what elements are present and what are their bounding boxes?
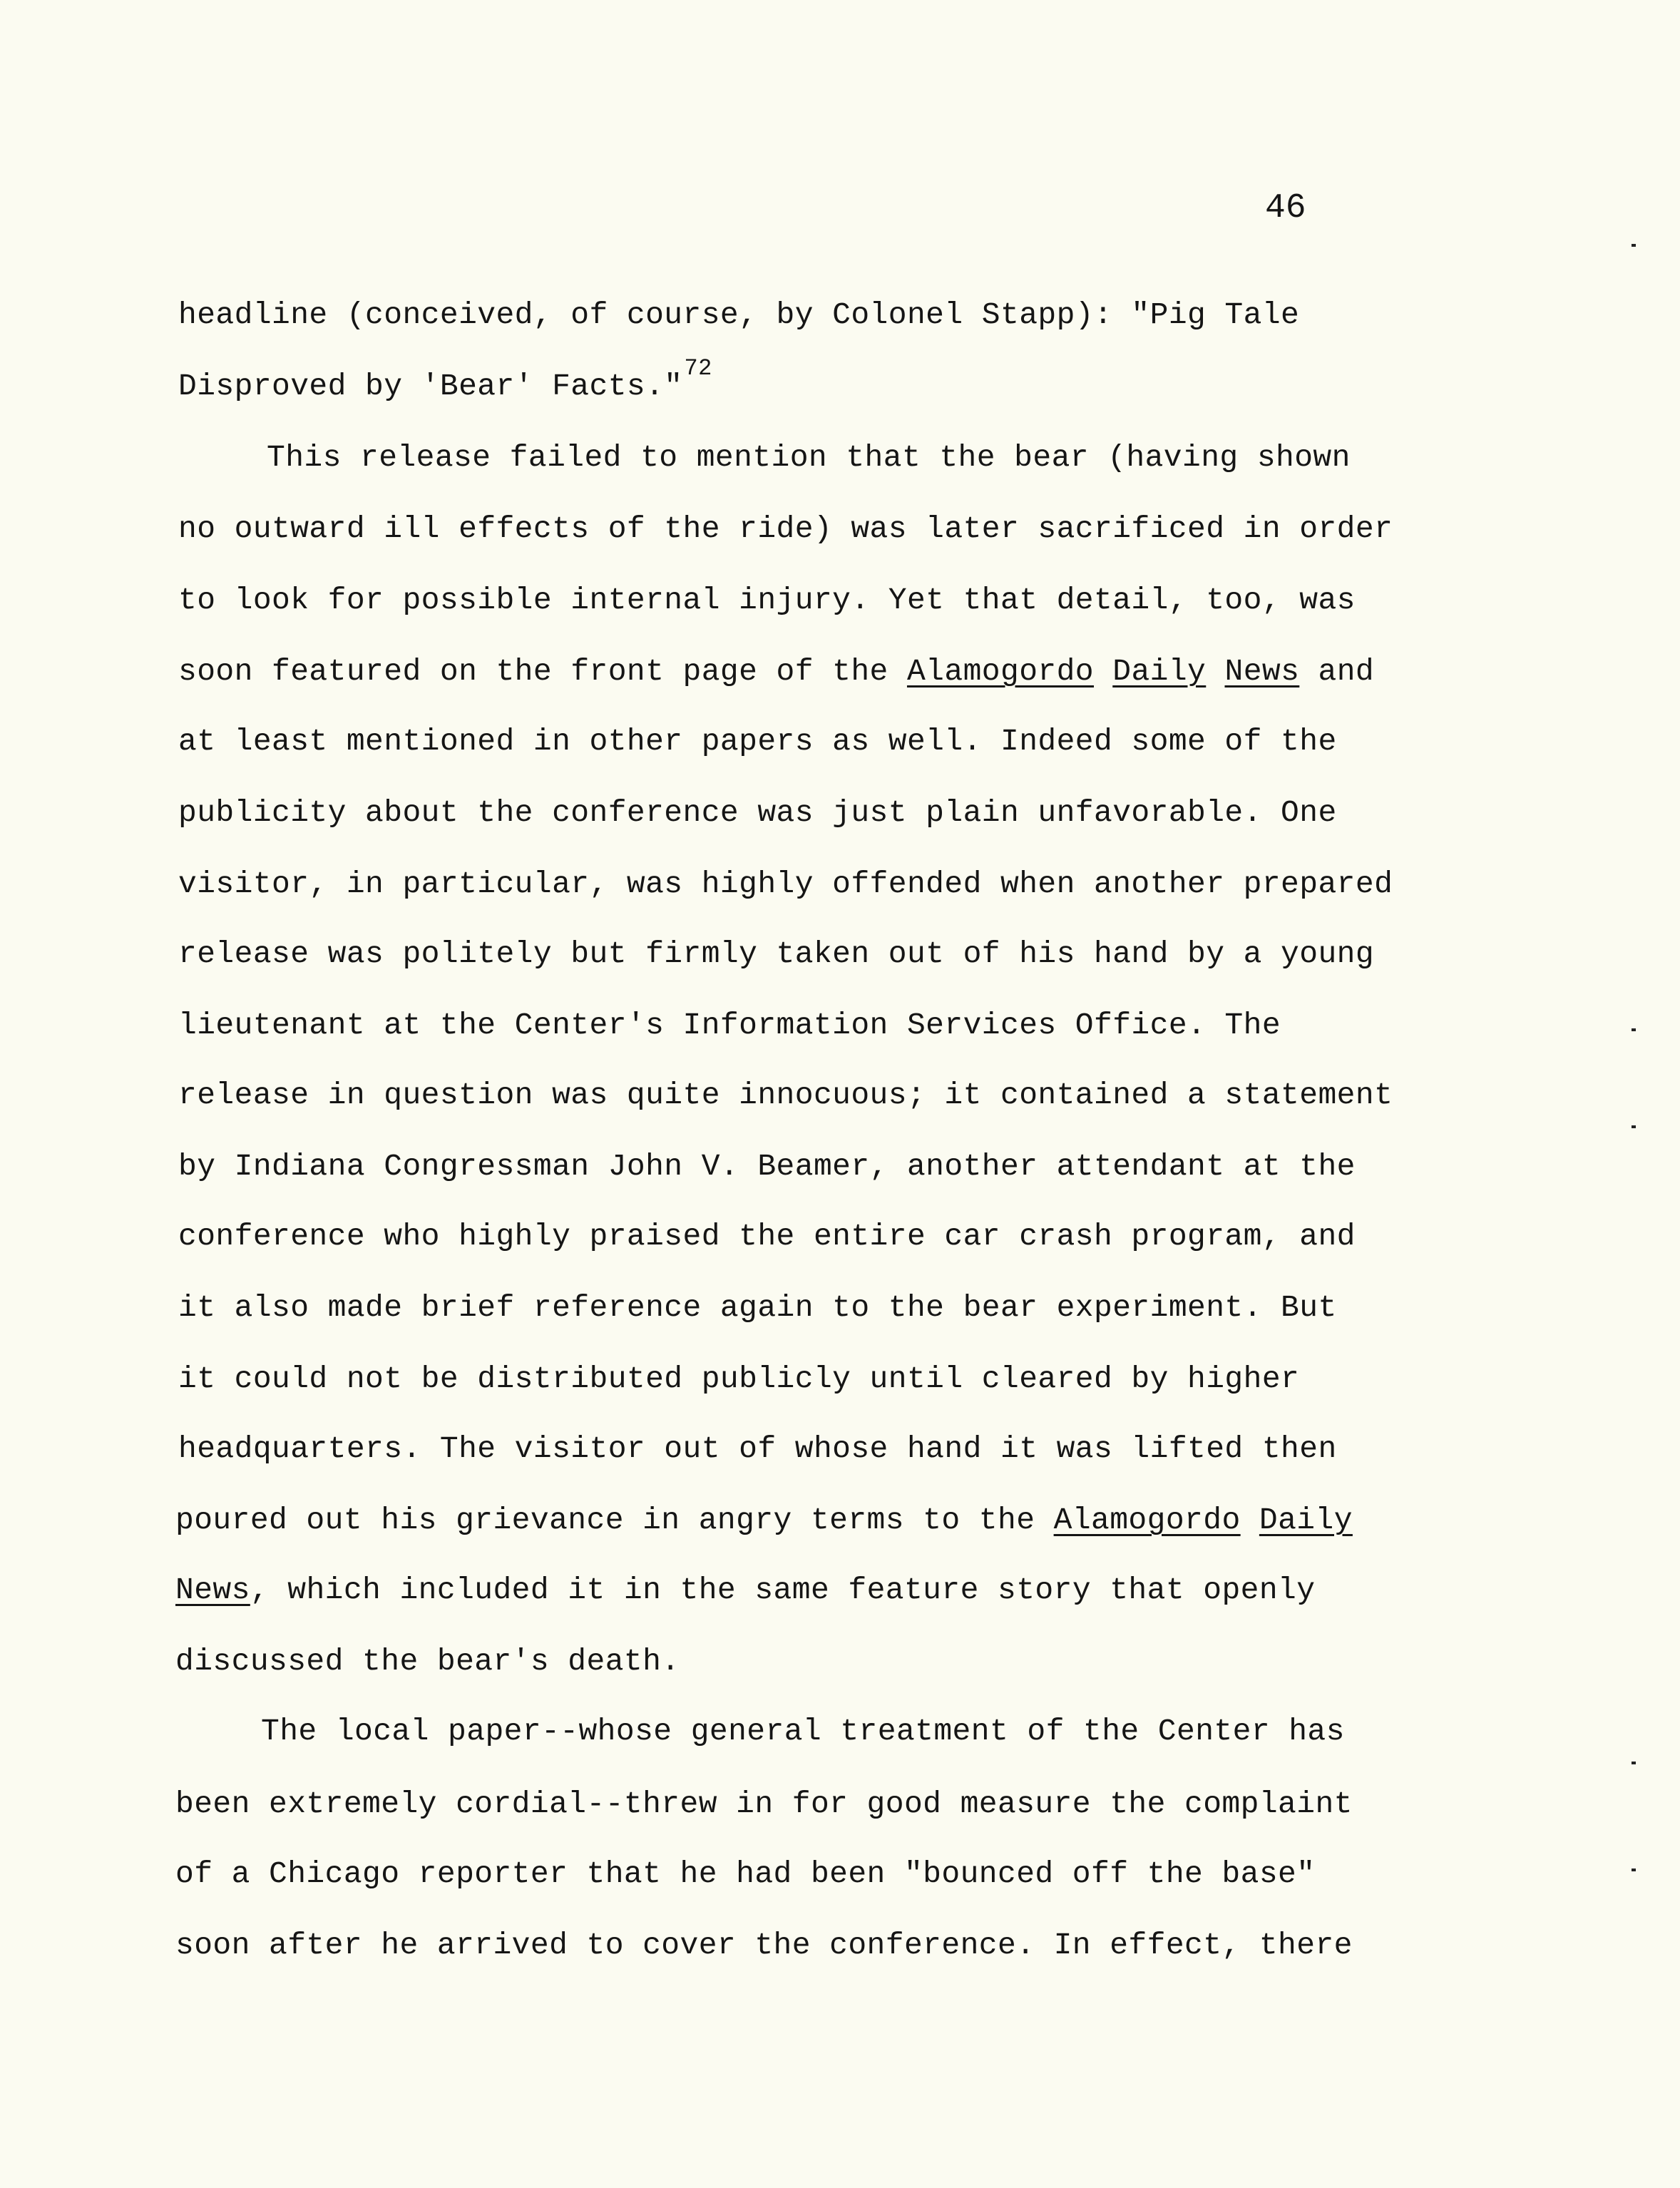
text-segment: The local paper--whose general treatment of the Center has — [261, 1714, 1345, 1749]
edge-mark — [1632, 244, 1636, 247]
underlined-title: Daily — [1112, 654, 1207, 689]
text-line — [178, 1215, 1356, 1258]
text-line — [178, 508, 1393, 551]
text-line — [178, 355, 712, 410]
text-segment: to look for possible internal injury. Yet that detail, too, was — [178, 583, 1356, 618]
page-number: 46 — [1265, 189, 1306, 228]
text-segment: release was politely but firmly taken out of his hand by a young — [178, 936, 1375, 971]
text-segment: soon after he arrived to cover the conference. In effect, there — [175, 1928, 1353, 1963]
edge-mark — [1632, 1762, 1636, 1764]
text-segment: discussed the bear's death. — [175, 1644, 680, 1679]
edge-mark — [1632, 1869, 1636, 1871]
text-line — [178, 863, 1393, 906]
text-line — [178, 1074, 1393, 1117]
text-segment: , which included it in the same feature story that openly — [250, 1573, 1316, 1607]
text-line — [178, 933, 1374, 976]
text-segment — [1094, 654, 1112, 689]
text-line — [175, 1569, 1315, 1612]
text-segment: at least mentioned in other papers as well. Indeed some of the — [178, 724, 1337, 759]
text-line — [175, 1499, 1353, 1542]
text-line — [178, 1358, 1299, 1401]
text-segment: lieutenant at the Center's Information Services Office. The — [178, 1008, 1281, 1043]
text-segment: and — [1299, 654, 1375, 689]
text-segment: publicity about the conference was just plain unfavorable. One — [178, 795, 1337, 830]
text-line — [178, 792, 1337, 834]
text-segment: release in question was quite innocuous; it contained a statement — [178, 1078, 1393, 1113]
edge-mark — [1632, 1028, 1636, 1031]
edge-mark — [1632, 1125, 1636, 1128]
text-line — [175, 1924, 1353, 1967]
text-segment: conference who highly praised the entire car crash program, and — [178, 1219, 1356, 1254]
text-segment: headquarters. The visitor out of whose hand it was lifted then — [178, 1431, 1337, 1466]
text-line — [267, 436, 1351, 479]
underlined-title: News — [175, 1573, 250, 1607]
text-segment: no outward ill effects of the ride) was later sacrificed in order — [178, 511, 1393, 546]
text-segment: been extremely cordial--threw in for good measure the complaint — [175, 1786, 1353, 1821]
underlined-title: Alamogordo — [906, 654, 1095, 689]
text-line — [261, 1710, 1345, 1753]
text-line — [175, 1640, 680, 1683]
text-line — [178, 650, 1374, 693]
text-line — [178, 1145, 1356, 1188]
text-segment: it could not be distributed publicly until cleared by higher — [178, 1361, 1300, 1396]
text-segment: headline (conceived, of course, by Colonel Stapp): "Pig Tale — [178, 297, 1300, 332]
underlined-title: News — [1224, 654, 1300, 689]
text-segment — [1206, 654, 1224, 689]
text-segment — [1241, 1503, 1259, 1538]
underlined-title: Alamogordo — [1053, 1503, 1241, 1538]
text-line — [178, 579, 1356, 622]
text-segment: soon featured on the front page of the — [178, 654, 907, 689]
text-segment: This release failed to mention that the bear (having shown — [267, 440, 1351, 475]
text-segment: Disproved by 'Bear' Facts." — [178, 369, 683, 404]
text-segment: poured out his grievance in angry terms to the — [175, 1503, 1054, 1538]
text-segment: it also made brief reference again to the bear experiment. But — [178, 1290, 1337, 1325]
text-segment: of a Chicago reporter that he had been "bounced off the base" — [175, 1856, 1316, 1891]
underlined-title: Daily — [1259, 1503, 1353, 1538]
text-line — [178, 1428, 1337, 1471]
text-line — [178, 294, 1299, 337]
text-line — [178, 720, 1337, 763]
text-segment: visitor, in particular, was highly offended when another prepared — [178, 866, 1393, 901]
text-line — [178, 1004, 1281, 1047]
text-line — [178, 1287, 1337, 1329]
text-segment: by Indiana Congressman John V. Beamer, another attendant at the — [178, 1149, 1356, 1184]
text-line — [175, 1853, 1315, 1896]
footnote-marker: 72 — [684, 355, 712, 382]
text-line — [175, 1783, 1353, 1826]
